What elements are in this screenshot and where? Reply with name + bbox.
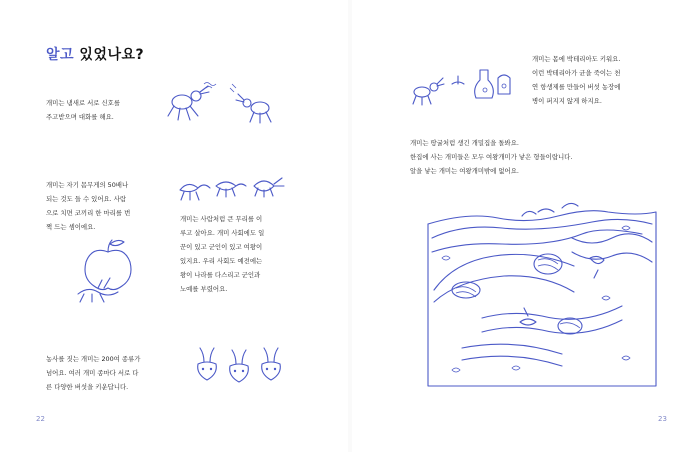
text-block-nest: 개미는 땅굴처럼 생긴 개밀집을 돌봐요. 한집에 사는 개미들은 모두 여왕개미가 낳은 형들이랍니다. 알을 낳는 개미는 여왕개미밖에 없어요.: [410, 139, 573, 175]
text-block-strength: 개미는 자기 몸무게의 50배나 되는 것도 들 수 있어요. 사람 으로 치면 코끼리 한 마리를 번 쩍 드는 셈이에요.: [46, 181, 131, 231]
text-block-farming: 농사를 짓는 개미는 200여 종류가 넘어요. 여러 개미 종마다 서로 다 른 다양한 버섯을 키운답니다.: [46, 355, 141, 391]
page-title: 알고 있었나요?: [46, 47, 145, 63]
page-number-left: 22: [36, 415, 45, 423]
text-block-signals: 개미는 냄새로 서로 신호를 주고받으며 대화를 해요.: [46, 99, 121, 121]
ant-bacteria-illustration: [408, 60, 518, 110]
ants-signaling-illustration: [160, 78, 290, 128]
right-page: [352, 0, 700, 452]
left-page: [0, 0, 348, 452]
page-number-right: 23: [658, 415, 667, 423]
text-block-bacteria: 개미는 몸에 박테리아도 키워요. 이런 박테리아가 균을 죽이는 천 연 항생제를 만들어 버섯 농장에 병이 퍼지지 않게 하지요.: [532, 55, 621, 105]
apple-ant-illustration: [74, 236, 144, 306]
ant-nest-illustration: [422, 198, 662, 388]
ant-heads-illustration: [190, 344, 290, 392]
ants-carrying-illustration: [176, 172, 291, 202]
text-block-society: 개미는 사람처럼 큰 무리를 이 루고 살아요. 개미 사회에도 일 꾼이 있고 군인이 있고 여왕이 있지요. 우리 사회도 예전에는 왕이 나라를 다스리고 군인과 노예를 부렸어요.: [180, 215, 265, 293]
